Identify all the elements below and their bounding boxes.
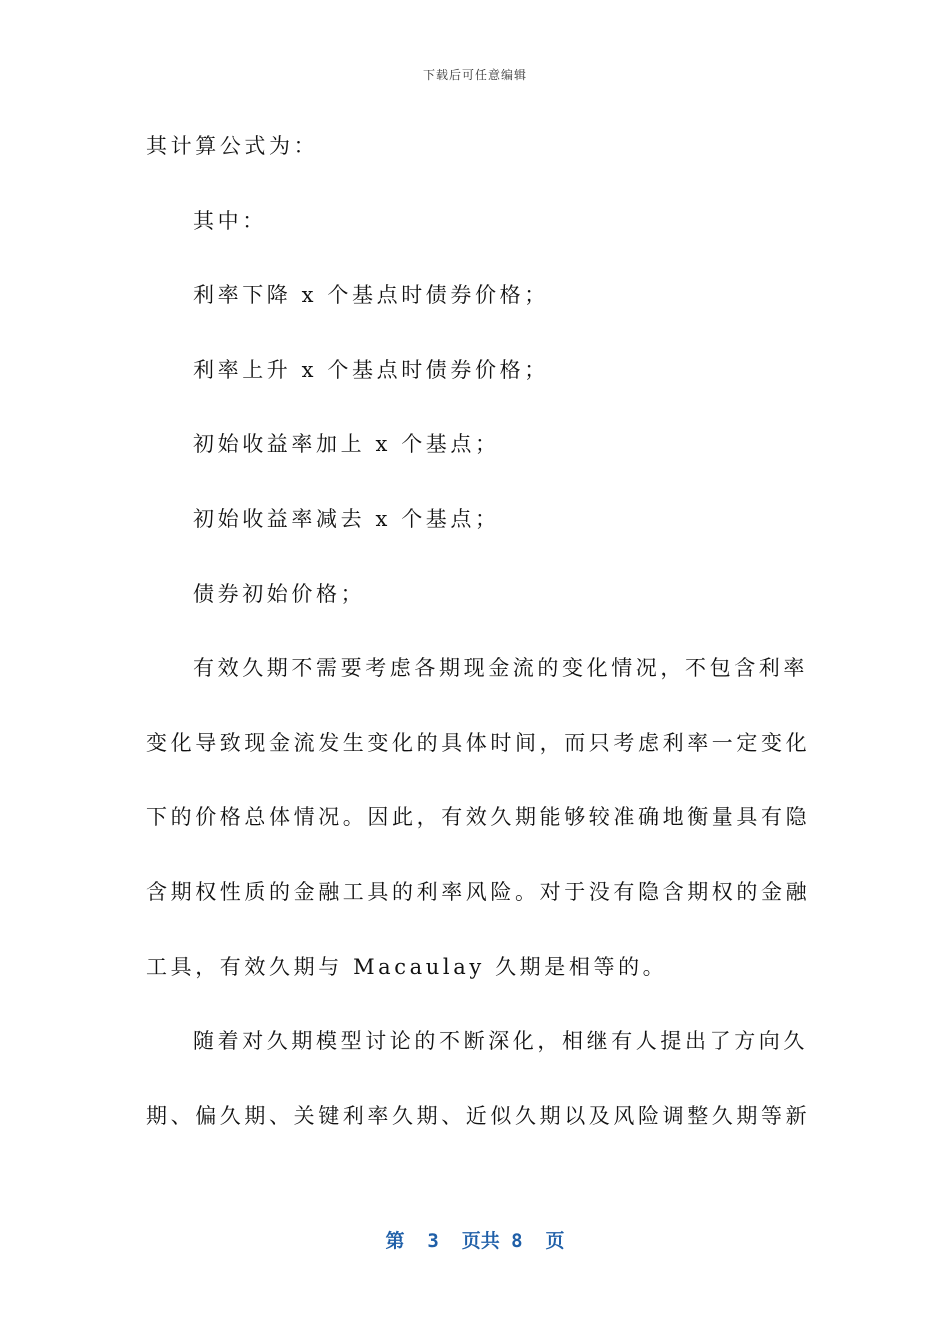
text-line: 利率上升 x 个基点时债券价格； bbox=[193, 357, 549, 382]
text-line: 初始收益率加上 x 个基点； bbox=[193, 432, 500, 457]
page-header: 下载后可任意编辑 bbox=[422, 68, 527, 82]
text-line: 工具，有效久期与 Macaulay 久期是相等的。 bbox=[146, 954, 668, 979]
text-line: 下的价格总体情况。因此，有效久期能够较准确地衡量具有隐 bbox=[146, 805, 811, 830]
text-line: 债券初始价格； bbox=[193, 581, 366, 606]
document-body bbox=[146, 128, 811, 1172]
text-line: 其中： bbox=[193, 208, 267, 233]
text-line: 有效久期不需要考虑各期现金流的变化情况，不包含利率 bbox=[193, 656, 808, 681]
text-line: 随着对久期模型讨论的不断深化，相继有人提出了方向久 bbox=[193, 1029, 808, 1054]
text-line: 期、偏久期、关键利率久期、近似久期以及风险调整久期等新 bbox=[146, 1103, 811, 1128]
page-number: 第 3 页共 8 页 bbox=[385, 1230, 565, 1252]
text-line: 变化导致现金流发生变化的具体时间，而只考虑利率一定变化 bbox=[146, 730, 811, 755]
text-line: 其计算公式为： bbox=[146, 134, 319, 158]
text-line: 含期权性质的金融工具的利率风险。对于没有隐含期权的金融 bbox=[146, 879, 811, 904]
text-line: 初始收益率减去 x 个基点； bbox=[193, 506, 500, 531]
text-line: 利率下降 x 个基点时债券价格； bbox=[193, 283, 549, 308]
